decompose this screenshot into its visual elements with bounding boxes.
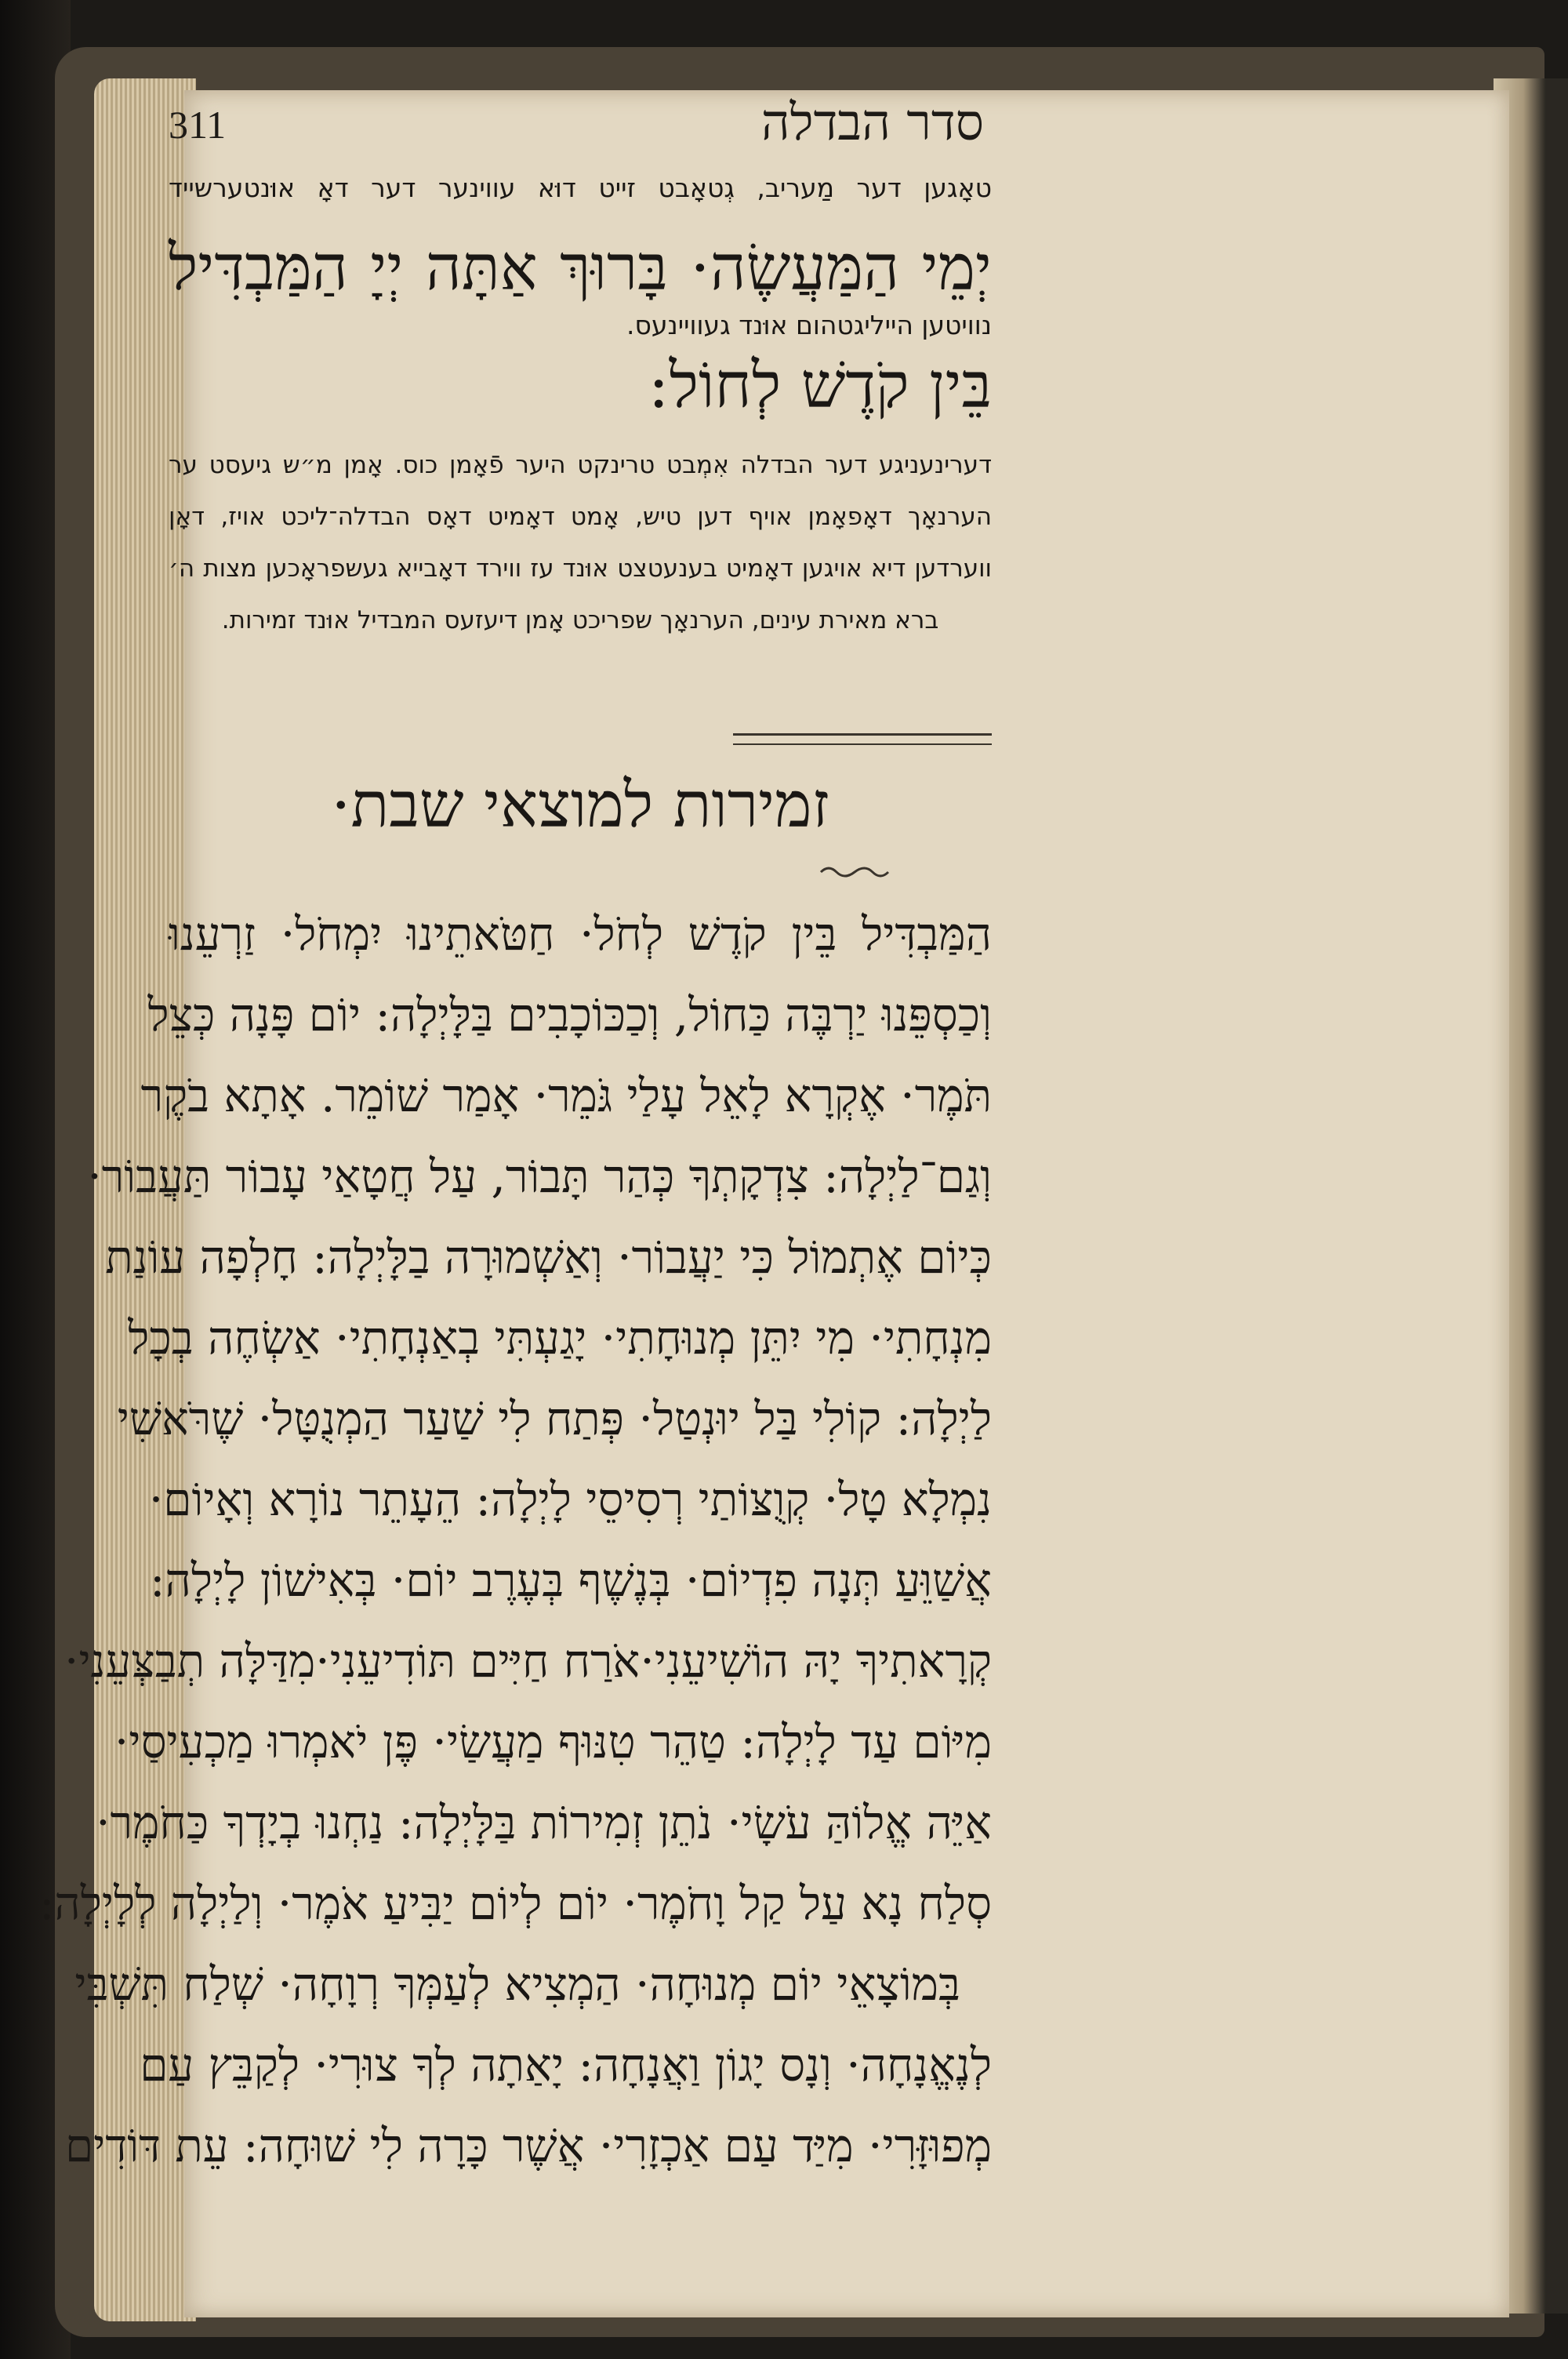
note-line: דערינעניגע דער הבדלה אִמְבט טרינקט היער פֿאָמן כוס. אָמן מ״ש גיעסט ער [169, 451, 992, 479]
divider-rule [733, 733, 992, 745]
poem-line: לַיְלָה: קוֹלִי בַּל יוּנְטַל· פְּתַח לִי שַׁעַר הַמְנֻטָּל· שֶׁרֹּאשִׁי [117, 1392, 992, 1445]
song-text [38, 894, 992, 2186]
poem-line: סְלַח נָא עַל קַל וָחֹמֶר· יוֹם לְיוֹם יַבִּיעַ אֹמֶר· וְלַיְלָה לְלָיְלָה: [38, 1877, 992, 1930]
poem-line: בְּמוֹצָאֵי יוֹם מְנוּחָה· הַמְצִיא לְעַמְּךָ רְוָחָה· שְׁלַח תִּשְׁבִּי [74, 1957, 960, 2011]
poem-line: מִנְחָתִי· מִי יִתֵּן מְנוּחָתִי· יָגַעְתִּי בְאַנְחָתִי· אַשְׂחֶה בְכָל [128, 1311, 992, 1365]
poem-line: כְּיוֹם אֶתְמוֹל כִּי יַעֲבוֹר· וְאַשְׁמוּרָה בַלָּיְלָה: חָלְפָה עוֹנַת [105, 1230, 992, 1284]
section-title: סדר הבדלה [760, 94, 984, 152]
poem-line: אֲשַׁוֵּעַ תְּנָה פִדְיוֹם· בְּנֶשֶׁף בְּעֶרֶב יוֹם· בְּאִישׁוֹן לָיְלָה: [150, 1554, 992, 1607]
blessing-line: יְמֵי הַמַּעֲשֶׂה· בָּרוּךְ אַתָּה יְיָ הַמַּבְדִּיל [169, 231, 992, 304]
poem-line: מִיּוֹם עַד לָיְלָה: טַהֵר טִנּוּף מַעֲשַׂי· פֶּן יֹאמְרוּ מַכְעִיסַי· [114, 1715, 992, 1768]
intro-line-3: נוויטען הייליגטהום אוּנד געוויינעס. [626, 310, 992, 340]
song-title: זמירות למוצאי שבת· [331, 769, 829, 841]
poem-line: לְנֶאֱנָחָה· וְנָס יָגוֹן וַאֲנָחָה: יָאַתָה לְךָ צוּרִי· לְקַבֵּץ עַם [140, 2038, 992, 2092]
instruction-note [169, 439, 992, 646]
page-header [169, 94, 984, 165]
ornament-flourish [819, 863, 890, 878]
note-line: ברא מאירת עינים, הערנאָך שפריכט אָמן דיעזעס המבדיל אוּנד זמירות. [221, 606, 939, 634]
poem-line: וְגַם־לַיְלָה: צִדְקָתְךָ כְּהַר תָּבוֹר, עַל חֲטָאַי עָבוֹר תַּעֲבוֹר· [87, 1150, 992, 1203]
poem-line: וְכַסְפֵּנוּ יַרְבֶּה כַּחוֹל, וְכַכּוֹכָבִים בַּלָּיְלָה: יוֹם פָּנָה כְּצֵל [147, 988, 992, 1041]
poem-line: נִמְלָא טָל· קְוֻצּוֹתַי רְסִיסֵי לָיְלָה: הֵעָתֵר נוֹרָא וְאָיוֹם· [148, 1473, 992, 1526]
poem-line: הַמַּבְדִּיל בֵּין קֹדֶשׁ לְחֹל· חַטֹּאתֵינוּ יִמְחֹל· זַרְעֵנוּ [169, 907, 992, 961]
poem-line: מְפוּזָּרִי· מִיַּד עַם אַכְזָרִי· אֲשֶׁר כָּרָה לִי שׁוּחָה: עֵת דּוֹדִים [64, 2119, 992, 2172]
note-line: ווערדען דיא אויגען דאָמיט בענעטצט אוּנד עז ווירד דאָבייא געשפראָכען מצות ה׳ [169, 554, 992, 583]
poem-line: קְרָאתִיךָ יָהּ הוֹשִׁיעֵנִי·אֹרַח חַיִּים תּוֹדִיעֵנִי·מִדַּלָּה תְבַצְּעֵנִי· [64, 1634, 992, 1688]
poem-line: תֹּמֶר· אֶקְרָא לָאֵל עָלַי גֹּמֵר· אָמַר שׁוֹמֵר. אָתָא בֹקֶר [140, 1069, 992, 1122]
blessing-ending: בֵּין קֹדֶשׁ לְחוֹל: [648, 349, 992, 422]
poem-line: אַיֵּה אֱלוֹהַּ עֹשָׂי· נֹתֵן זְמִירוֹת בַּלָּיְלָה: נַחְנוּ בְיָדְךָ כַּחֹמֶר· [96, 1796, 992, 1849]
page-number: 311 [169, 103, 227, 147]
intro-line-1: טאָגען דער מַעריב, גְטאָבט זייט דוּא עווינער דער דאָ אוּנטערשייד [169, 173, 992, 203]
note-line: הערנאָך דאָפאָמן אויף דען טיש, אָמט דאָמיט דאָס הבדלה־ליכט אויז, דאָן [169, 503, 992, 531]
